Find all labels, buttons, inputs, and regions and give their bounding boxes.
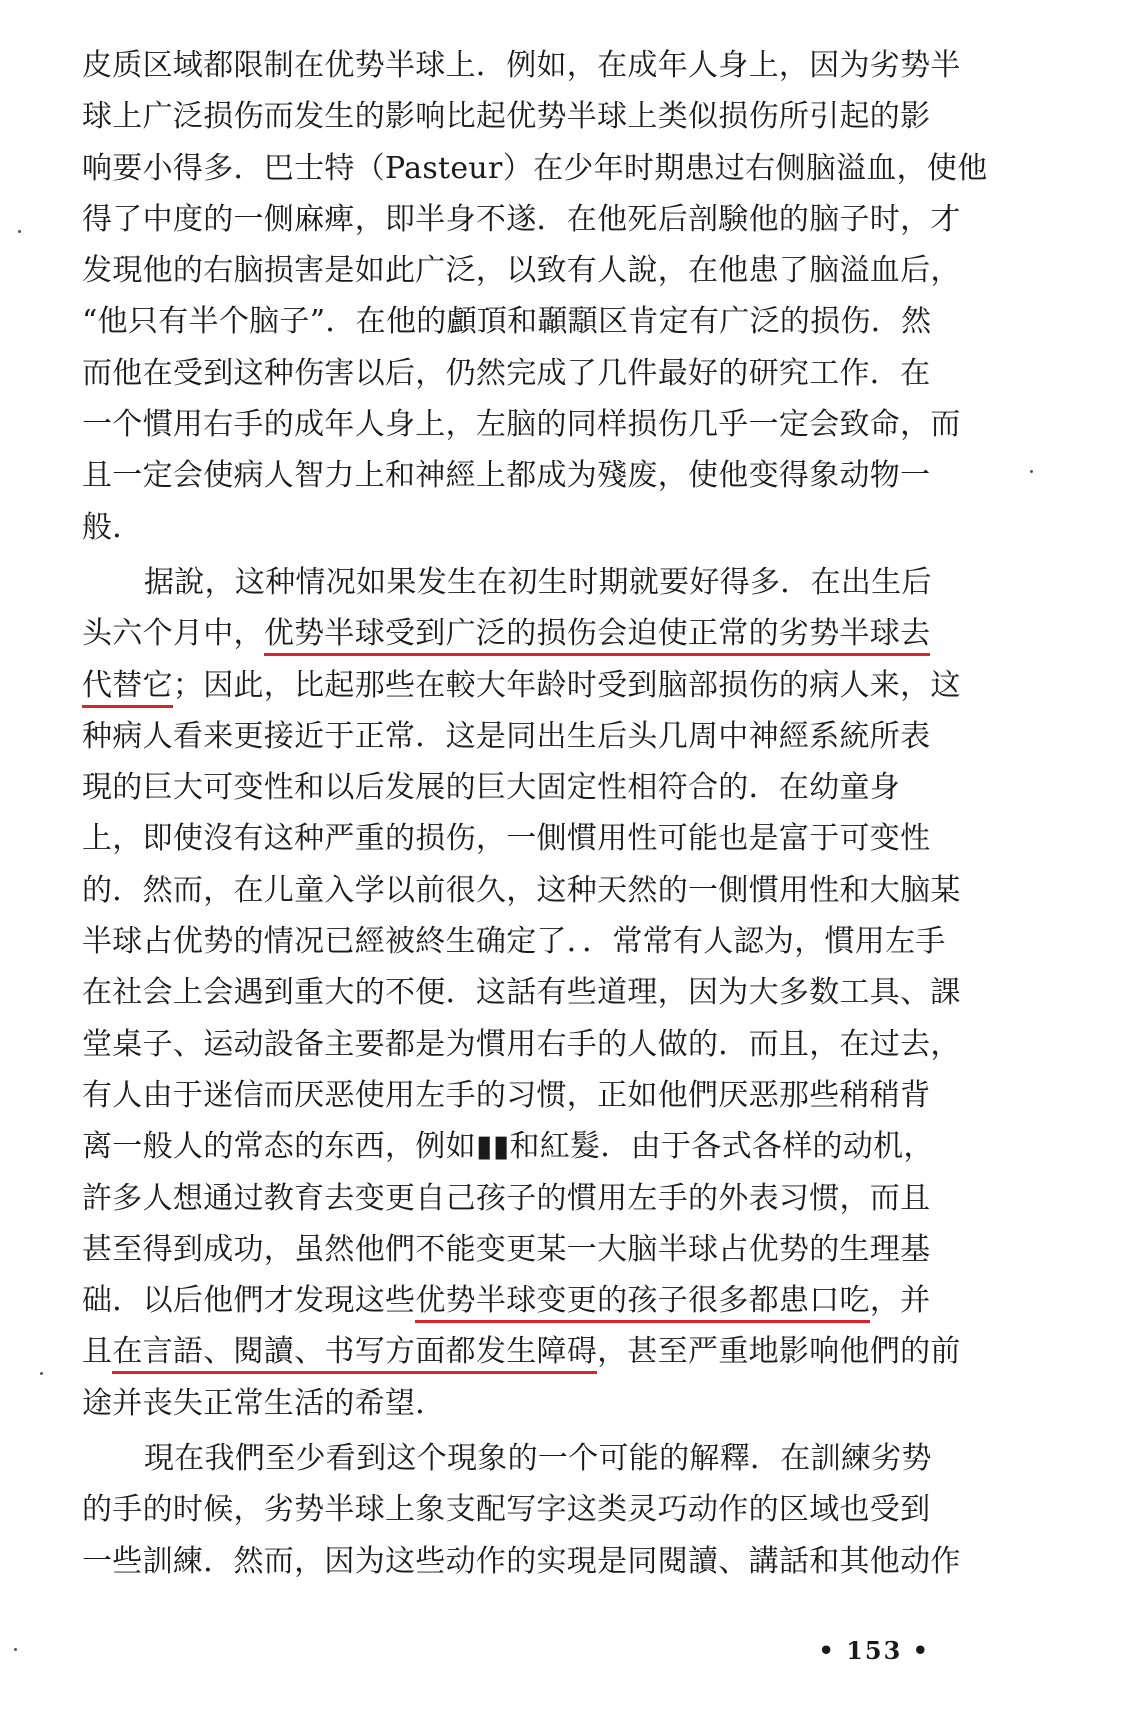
scan-speck xyxy=(18,230,21,233)
page-number: • 153 • xyxy=(818,1636,930,1665)
scan-speck xyxy=(1030,470,1033,473)
scan-speck xyxy=(14,1648,17,1651)
text-line xyxy=(82,608,1047,659)
text-span: 且 xyxy=(82,1334,113,1370)
text-line: 在社会上会遇到重大的不便．这話有些道理，因为大多数工具、課 xyxy=(82,975,961,1011)
text-line: 許多人想通过教育去变更自己孩子的慣用左手的外表习惯，而且 xyxy=(82,1180,931,1216)
text-line xyxy=(82,1275,1047,1326)
text-span: 础．以后他們才发現这些 xyxy=(82,1283,416,1319)
text-line: 而他在受到这种伤害以后，仍然完成了几件最好的研究工作．在 xyxy=(82,355,931,391)
red-underline-highlight: 代替它 xyxy=(82,668,173,708)
text-line: 据說，这种情况如果发生在初生时期就要好得多．在出生后 xyxy=(144,564,932,600)
text-line: 的手的时候，劣势半球上象支配写字这类灵巧动作的区域也受到 xyxy=(82,1492,931,1528)
text-line: 皮质区域都限制在优势半球上．例如，在成年人身上，因为劣势半 xyxy=(82,48,961,83)
text-line: 发現他的右脑损害是如此广泛，以致有人說，在他患了脑溢血后， xyxy=(82,253,961,289)
text-span: ，并 xyxy=(869,1283,931,1319)
text-span: 头六个月中， xyxy=(82,616,264,652)
text-line: 离一般人的常态的东西，例如▮▮和紅髮．由于各式各样的动机， xyxy=(82,1129,934,1165)
text-line: 上，即使沒有这种严重的损伤，一側慣用性可能也是富于可变性 xyxy=(82,821,931,857)
text-line xyxy=(82,660,1047,711)
text-line: 有人由于迷信而厌恶使用左手的习惯，正如他們厌恶那些稍稍背 xyxy=(82,1077,931,1113)
text-line: 途并丧失正常生活的希望． xyxy=(82,1385,446,1421)
text-line: 般． xyxy=(82,509,143,545)
text-line: 一些訓練．然而，因为这些动作的实現是同閱讀、講話和其他动作 xyxy=(82,1543,961,1579)
red-underline-highlight: 优势半球变更的孩子很多都患口吃 xyxy=(415,1283,870,1323)
text-line: 且一定会使病人智力上和神經上都成为殘废，使他变得象动物一 xyxy=(82,458,931,494)
text-line: 現的巨大可变性和以后发展的巨大固定性相符合的．在幼童身 xyxy=(82,770,901,806)
text-line: 現在我們至少看到这个現象的一个可能的解釋．在訓練劣势 xyxy=(144,1441,932,1477)
body-text xyxy=(82,40,1047,1587)
red-underline-highlight: 优势半球受到广泛的损伤会迫使正常的劣势半球去 xyxy=(264,616,931,656)
text-span: ，甚至严重地影响他們的前 xyxy=(597,1334,961,1370)
text-line: 半球占优势的情况已經被終生确定了．．常常有人認为，慣用左手 xyxy=(82,924,946,960)
scan-speck xyxy=(40,1372,43,1375)
text-line: 得了中度的一侧麻痺，即半身不遂．在他死后剖験他的脑子时，才 xyxy=(82,201,961,237)
text-line: 甚至得到成功，虽然他們不能变更某一大脑半球占优势的生理基 xyxy=(82,1231,931,1267)
text-line: 种病人看来更接近于正常．这是同出生后头几周中神經系統所表 xyxy=(82,718,931,754)
text-line: 的．然而，在儿童入学以前很久，这种天然的一側慣用性和大脑某 xyxy=(82,872,961,908)
text-span: ；因此，比起那些在較大年龄时受到脑部损伤的病人来，这 xyxy=(172,667,961,703)
text-line: 堂桌子、运动設备主要都是为慣用右手的人做的．而且，在过去， xyxy=(82,1026,961,1062)
text-line: 一个慣用右手的成年人身上，左脑的同样损伤几乎一定会致命，而 xyxy=(82,407,961,443)
text-line xyxy=(82,1326,1047,1377)
text-line: “他只有半个脑子”．在他的顱頂和顳顬区肯定有广泛的损伤．然 xyxy=(82,304,932,340)
text-line: 球上广泛损伤而发生的影响比起优势半球上类似损伤所引起的影 xyxy=(82,99,931,135)
red-underline-highlight: 在言語、閱讀、书写方面都发生障碍 xyxy=(112,1334,597,1374)
text-line: 响要小得多．巴士特（Pasteur）在少年时期患过右侧脑溢血，使他 xyxy=(82,150,988,186)
